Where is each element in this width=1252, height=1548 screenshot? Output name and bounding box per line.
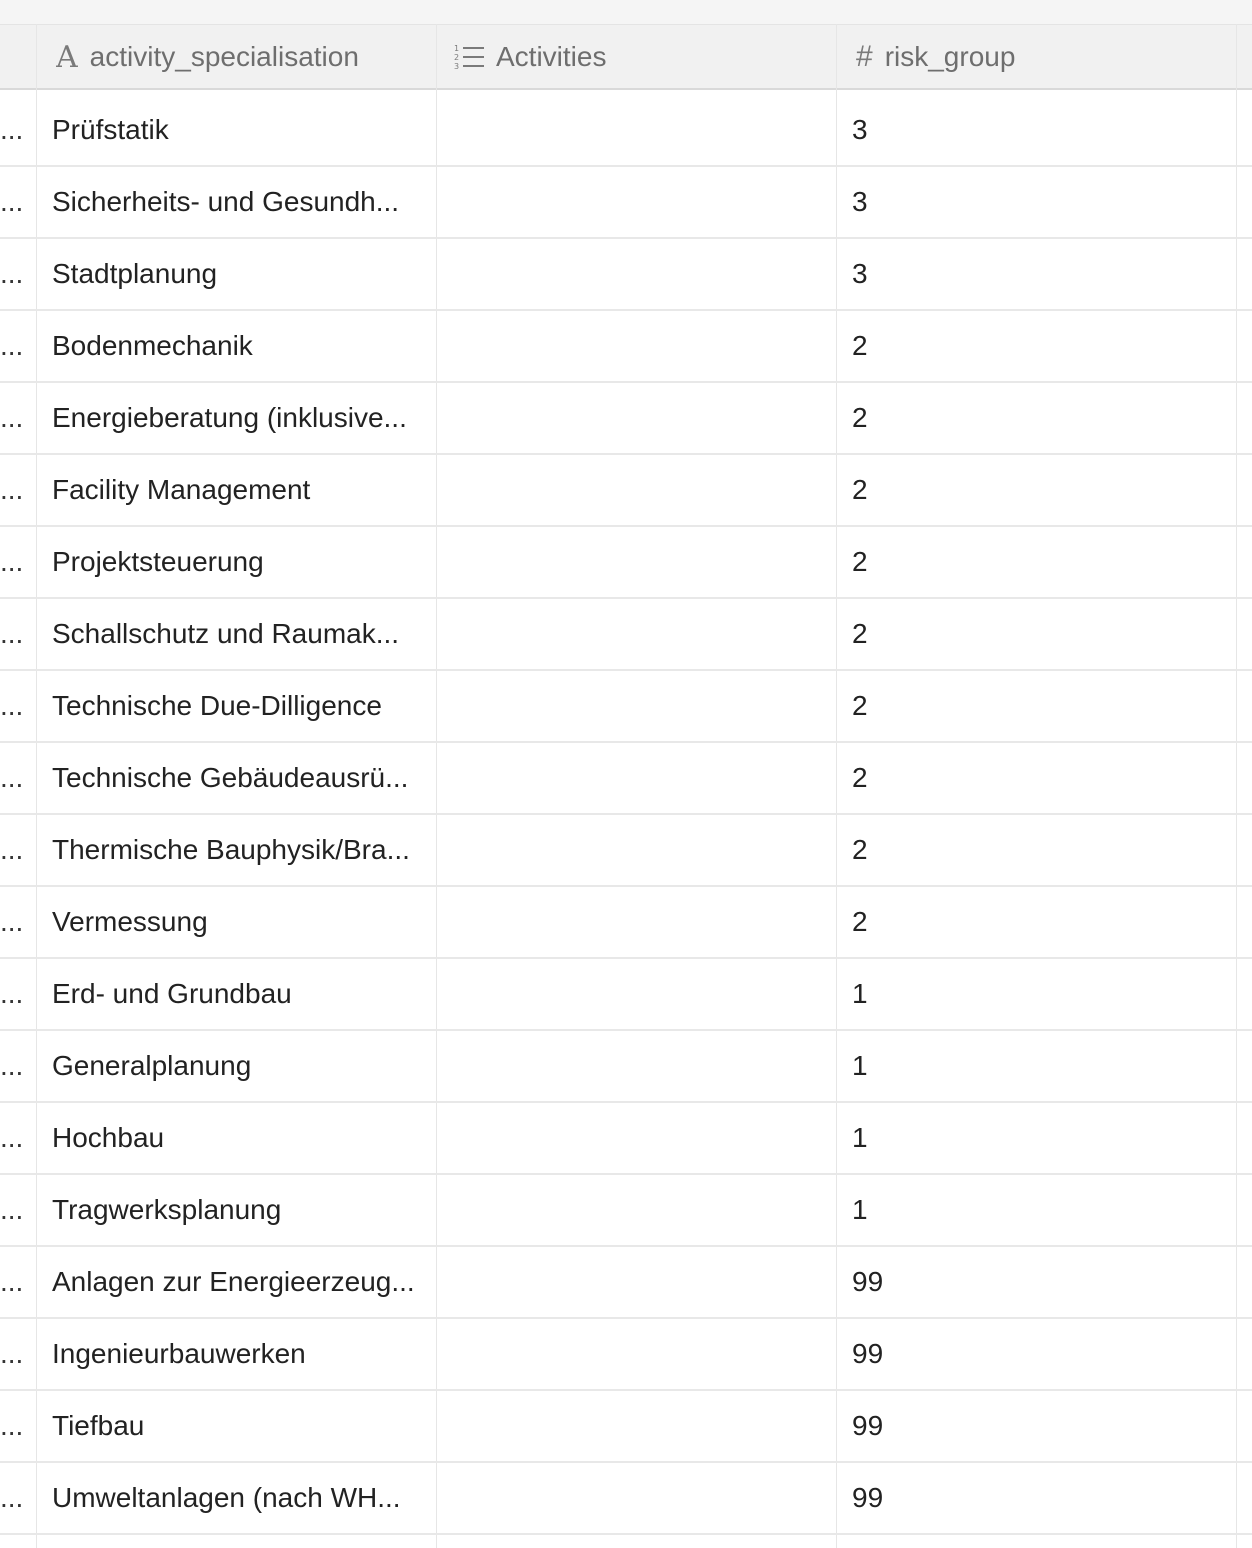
table-row[interactable]: [0, 1175, 1252, 1247]
table-row[interactable]: [0, 743, 1252, 815]
truncated-cell[interactable]: ...: [0, 114, 24, 145]
column-header-label: activity_specialisation: [89, 41, 359, 72]
cell-activities[interactable]: [438, 671, 836, 741]
table-row[interactable]: [0, 455, 1252, 527]
cell-risk-group[interactable]: 2: [852, 762, 868, 793]
truncated-cell[interactable]: ...: [0, 762, 24, 793]
cell-risk-group[interactable]: 2: [852, 546, 868, 577]
cell-activity-specialisation[interactable]: Tragwerksplanung: [52, 1194, 282, 1225]
cell-risk-group[interactable]: 99: [852, 1482, 884, 1513]
svg-text:3: 3: [454, 62, 460, 71]
cell-risk-group[interactable]: 2: [852, 906, 868, 937]
cell-activity-specialisation[interactable]: Erd- und Grundbau: [52, 978, 292, 1009]
cell-risk-group[interactable]: 2: [852, 330, 868, 361]
cell-risk-group[interactable]: 99: [852, 1266, 884, 1297]
truncated-cell[interactable]: ...: [0, 186, 24, 217]
table-row[interactable]: [0, 239, 1252, 311]
cell-risk-group[interactable]: 99: [852, 1338, 884, 1369]
svg-text:1: 1: [454, 44, 460, 53]
truncated-cell[interactable]: ...: [0, 834, 24, 865]
table-row[interactable]: [0, 1103, 1252, 1175]
truncated-cell[interactable]: ...: [0, 906, 24, 937]
numbered-list-icon: [454, 43, 486, 71]
cell-activities[interactable]: [438, 887, 836, 957]
table-row[interactable]: [0, 815, 1252, 887]
column-header-label: risk_group: [884, 41, 1016, 72]
cell-risk-group[interactable]: 2: [852, 402, 868, 433]
cell-activities[interactable]: [438, 1103, 836, 1173]
cell-risk-group[interactable]: 2: [852, 834, 868, 865]
cell-activity-specialisation[interactable]: Thermische Bauphysik/Bra...: [52, 834, 410, 865]
cell-risk-group[interactable]: 3: [852, 258, 868, 289]
cell-activities[interactable]: [438, 1175, 836, 1245]
table-row[interactable]: [0, 671, 1252, 743]
cell-activity-specialisation[interactable]: Technische Gebäudeausrü...: [52, 762, 409, 793]
table-row[interactable]: [0, 1319, 1252, 1391]
truncated-cell[interactable]: ...: [0, 978, 24, 1009]
cell-activities[interactable]: [438, 167, 836, 237]
cell-risk-group[interactable]: 2: [852, 474, 868, 505]
table-row[interactable]: [0, 599, 1252, 671]
truncated-cell[interactable]: ...: [0, 690, 24, 721]
cell-activities[interactable]: [438, 959, 836, 1029]
cell-activities[interactable]: [438, 743, 836, 813]
cell-risk-group[interactable]: 99: [852, 1410, 884, 1441]
cell-activities[interactable]: [438, 1319, 836, 1389]
cell-activities[interactable]: [438, 311, 836, 381]
cell-activity-specialisation[interactable]: Facility Management: [52, 474, 311, 505]
cell-activity-specialisation[interactable]: Anlagen zur Energieerzeug...: [52, 1266, 415, 1297]
cell-activity-specialisation[interactable]: Vermessung: [52, 906, 208, 937]
table-row[interactable]: [0, 1391, 1252, 1463]
cell-risk-group[interactable]: 1: [852, 978, 868, 1009]
truncated-cell[interactable]: ...: [0, 474, 24, 505]
cell-activity-specialisation[interactable]: Umweltanlagen (nach WH...: [52, 1482, 401, 1513]
cell-activity-specialisation[interactable]: Sicherheits- und Gesundh...: [52, 186, 400, 217]
cell-activity-specialisation[interactable]: Technische Due-Dilligence: [52, 690, 382, 721]
cell-activity-specialisation[interactable]: Tiefbau: [52, 1410, 145, 1441]
cell-activities[interactable]: [438, 1031, 836, 1101]
cell-activities[interactable]: [438, 239, 836, 309]
cell-activity-specialisation[interactable]: Prüfstatik: [52, 114, 169, 145]
table-row[interactable]: [0, 383, 1252, 455]
cell-activity-specialisation[interactable]: Bodenmechanik: [52, 330, 253, 361]
cell-activities[interactable]: [438, 1247, 836, 1317]
text-type-icon: A: [56, 39, 78, 75]
table-row[interactable]: [0, 1463, 1252, 1535]
table-row[interactable]: [0, 311, 1252, 383]
truncated-cell[interactable]: ...: [0, 1050, 24, 1081]
cell-activities[interactable]: [438, 455, 836, 525]
column-header-activities[interactable]: [454, 24, 830, 90]
column-header-risk-group[interactable]: [856, 24, 1232, 90]
truncated-cell[interactable]: ...: [0, 1482, 24, 1513]
table-row[interactable]: [0, 527, 1252, 599]
cell-risk-group[interactable]: 1: [852, 1050, 868, 1081]
truncated-cell[interactable]: ...: [0, 1194, 24, 1225]
cell-activity-specialisation[interactable]: Energieberatung (inklusive...: [52, 402, 407, 433]
cell-activity-specialisation[interactable]: Schallschutz und Raumak...: [52, 618, 400, 649]
cell-activity-specialisation[interactable]: Stadtplanung: [52, 258, 218, 289]
table-row[interactable]: [0, 167, 1252, 239]
cell-activities[interactable]: [438, 1463, 836, 1533]
cell-activity-specialisation[interactable]: Ingenieurbauwerken: [52, 1338, 306, 1369]
column-header-activity-specialisation[interactable]: [56, 24, 432, 90]
number-hash-icon: #: [856, 40, 873, 73]
cell-activities[interactable]: [438, 527, 836, 597]
cell-activity-specialisation[interactable]: Projektsteuerung: [52, 546, 264, 577]
table-row[interactable]: [0, 887, 1252, 959]
truncated-cell[interactable]: ...: [0, 330, 24, 361]
truncated-cell[interactable]: ...: [0, 1410, 24, 1441]
truncated-cell[interactable]: ...: [0, 402, 24, 433]
cell-activities[interactable]: [438, 95, 836, 165]
cell-activity-specialisation[interactable]: Hochbau: [52, 1122, 165, 1153]
cell-risk-group[interactable]: 3: [852, 186, 868, 217]
truncated-cell[interactable]: ...: [0, 1266, 24, 1297]
truncated-cell[interactable]: ...: [0, 1122, 24, 1153]
truncated-cell[interactable]: ...: [0, 618, 24, 649]
cell-activities[interactable]: [438, 599, 836, 669]
table-body: [0, 95, 1252, 1535]
table-row[interactable]: [0, 959, 1252, 1031]
cell-risk-group[interactable]: 1: [852, 1122, 868, 1153]
cell-activities[interactable]: [438, 815, 836, 885]
cell-activity-specialisation[interactable]: Generalplanung: [52, 1050, 252, 1081]
table-row[interactable]: [0, 1247, 1252, 1319]
cell-risk-group[interactable]: 2: [852, 690, 868, 721]
cell-risk-group[interactable]: 1: [852, 1194, 868, 1225]
toolbar-strip: [0, 0, 1252, 24]
truncated-cell[interactable]: ...: [0, 546, 24, 577]
column-header-label: Activities: [496, 41, 607, 72]
truncated-cell[interactable]: ...: [0, 258, 24, 289]
table-row[interactable]: [0, 1031, 1252, 1103]
cell-activities[interactable]: [438, 383, 836, 453]
svg-text:2: 2: [454, 53, 460, 62]
truncated-cell[interactable]: ...: [0, 1338, 24, 1369]
cell-risk-group[interactable]: 2: [852, 618, 868, 649]
cell-activities[interactable]: [438, 1391, 836, 1461]
table-row[interactable]: [0, 95, 1252, 167]
cell-risk-group[interactable]: 3: [852, 114, 868, 145]
